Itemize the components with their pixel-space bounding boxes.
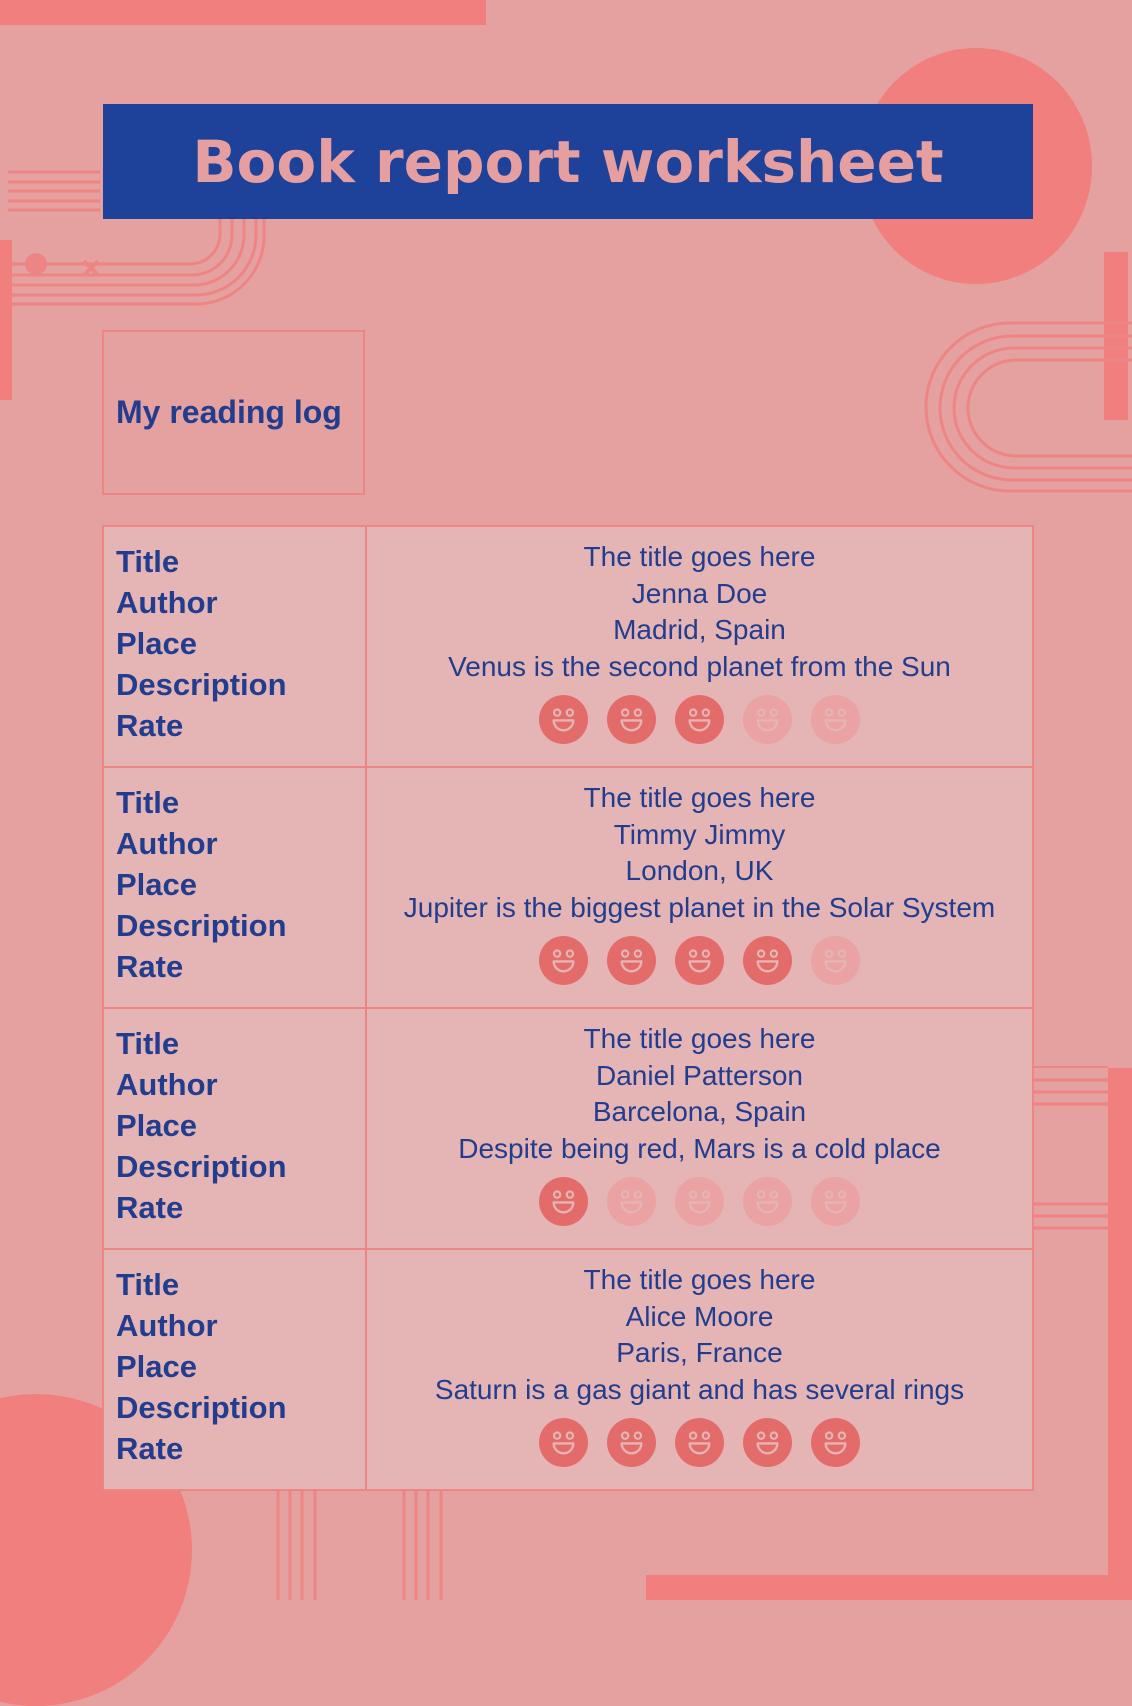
smiley-rating-icon[interactable] [742, 935, 793, 986]
entry-values [367, 768, 1032, 1007]
book-author: Daniel Patterson [595, 1059, 803, 1091]
field-labels [104, 768, 367, 1007]
field-label: Author [116, 1067, 218, 1102]
book-title: The title goes here [583, 541, 816, 572]
smiley-rating-icon[interactable] [742, 1417, 793, 1468]
field-label: Title [116, 785, 180, 820]
field-label: Place [116, 1349, 198, 1384]
book-description: Venus is the second planet from the Sun [448, 650, 951, 682]
smiley-rating-icon[interactable] [674, 1417, 725, 1468]
field-label: Title [116, 544, 180, 579]
bottom-right-frame-vertical [1108, 1068, 1132, 1600]
smiley-rating-icon[interactable] [810, 1176, 861, 1227]
rating-smileys[interactable] [367, 1417, 1032, 1468]
field-label: Author [116, 1308, 218, 1343]
book-place: London, UK [625, 855, 774, 886]
book-place: Barcelona, Spain [592, 1096, 807, 1127]
field-labels [104, 1009, 367, 1248]
smiley-rating-icon[interactable] [606, 1176, 657, 1227]
rating-smileys[interactable] [367, 694, 1032, 745]
field-label: Description [116, 1149, 287, 1184]
smiley-rating-icon[interactable] [538, 1176, 589, 1227]
smiley-rating-icon[interactable] [810, 1417, 861, 1468]
field-label: Author [116, 826, 218, 861]
field-label: Rate [116, 708, 184, 743]
book-place: Paris, France [616, 1337, 783, 1368]
field-label: Title [116, 1267, 180, 1302]
page-title: Book report worksheet [192, 127, 944, 196]
table-row [104, 1248, 1032, 1489]
smiley-rating-icon[interactable] [742, 694, 793, 745]
book-title: The title goes here [583, 1023, 816, 1054]
field-label: Rate [116, 1190, 184, 1225]
field-label: Title [116, 1026, 180, 1061]
title-banner [103, 104, 1033, 219]
book-author: Timmy Jimmy [613, 818, 786, 850]
book-title: The title goes here [583, 782, 816, 813]
field-label: Rate [116, 1431, 184, 1466]
book-description: Despite being red, Mars is a cold place [458, 1132, 941, 1164]
section-title: My reading log [116, 394, 342, 430]
right-track-decoration [920, 318, 1132, 508]
smiley-rating-icon[interactable] [606, 935, 657, 986]
book-description: Saturn is a gas giant and has several rings [434, 1373, 965, 1405]
smiley-rating-icon[interactable] [538, 935, 589, 986]
smiley-rating-icon[interactable] [742, 1176, 793, 1227]
field-label: Description [116, 1390, 287, 1425]
table-row [104, 527, 1032, 766]
reading-log-box [102, 330, 365, 495]
book-title: The title goes here [583, 1264, 816, 1295]
rating-smileys[interactable] [367, 935, 1032, 986]
entry-values [367, 1009, 1032, 1248]
book-author: Jenna Doe [631, 577, 768, 609]
book-author: Alice Moore [625, 1300, 774, 1332]
smiley-rating-icon[interactable] [538, 694, 589, 745]
bottom-right-frame-horizontal [646, 1575, 1132, 1600]
smiley-rating-icon[interactable] [674, 1176, 725, 1227]
smiley-rating-icon[interactable] [606, 1417, 657, 1468]
field-labels [104, 527, 367, 766]
table-row [104, 766, 1032, 1007]
top-left-bar [0, 0, 486, 25]
field-label: Place [116, 626, 198, 661]
field-label: Place [116, 867, 198, 902]
smiley-rating-icon[interactable] [606, 694, 657, 745]
smiley-rating-icon[interactable] [538, 1417, 589, 1468]
field-label: Place [116, 1108, 198, 1143]
smiley-rating-icon[interactable] [674, 935, 725, 986]
smiley-rating-icon[interactable] [674, 694, 725, 745]
smiley-rating-icon[interactable] [810, 694, 861, 745]
book-place: Madrid, Spain [613, 614, 786, 645]
right-stripes [1034, 1068, 1108, 1248]
rating-smileys[interactable] [367, 1176, 1032, 1227]
smiley-rating-icon[interactable] [810, 935, 861, 986]
field-label: Description [116, 667, 287, 702]
field-label: Rate [116, 949, 184, 984]
reading-log-table [102, 525, 1034, 1491]
field-label: Author [116, 585, 218, 620]
book-description: Jupiter is the biggest planet in the Solar System [403, 891, 996, 923]
table-row [104, 1007, 1032, 1248]
field-label: Description [116, 908, 287, 943]
field-labels [104, 1250, 367, 1489]
entry-values [367, 1250, 1032, 1489]
bottom-vertical-stripes [275, 1488, 465, 1600]
entry-values [367, 527, 1032, 766]
